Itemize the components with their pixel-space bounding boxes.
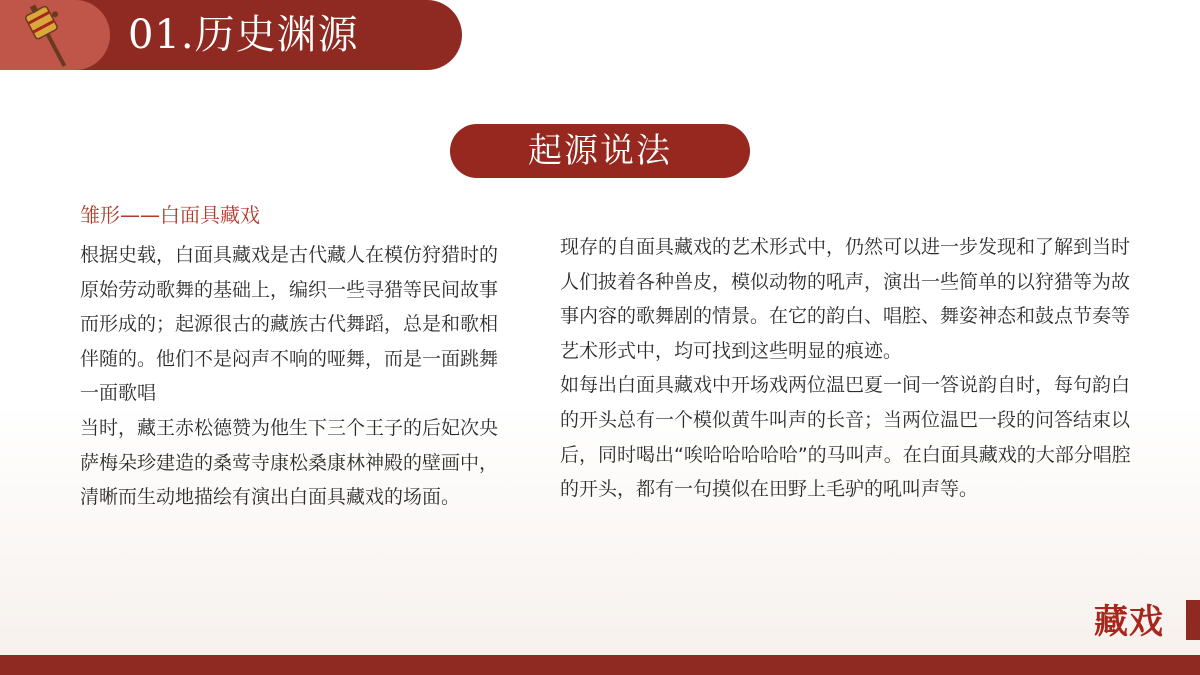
tibetan-opera-stamp: 藏戏 bbox=[1094, 602, 1164, 642]
footer-bar bbox=[0, 655, 1200, 675]
left-paragraph-1: 根据史载，白面具藏戏是古代藏人在模仿狩猎时的原始劳动歌舞的基础上，编织一些寻猎等民间故事而形成的；起源很古的藏族古代舞蹈，总是和歌相伴随的。他们不是闷声不响的哑舞，而是一面跳舞一面歌唱 bbox=[80, 244, 499, 405]
side-accent-bar bbox=[1186, 600, 1200, 640]
left-subtitle: 雏形——白面具藏戏 bbox=[80, 203, 260, 227]
right-paragraph-1: 现存的自面具藏戏的艺术形式中，仍然可以进一步发现和了解到当时人们披着各种兽皮，模似动物的吼声，演出一些简单的以狩猎等为故事内容的歌舞剧的情景。在它的韵白、唱腔、舞姿神态和鼓点节奏等艺术形式中，均可找到这些明显的痕迹。 bbox=[560, 236, 1131, 362]
left-column bbox=[80, 238, 510, 515]
right-paragraph-2: 如每出白面具藏戏中开场戏两位温巴夏一间一答说韵自时，每句韵白的开头总有一个模似黄牛叫声的长音；当两位温巴一段的问答结束以后，同时喝出“唉哈哈哈哈哈”的马叫声。在白面具藏戏的大部分唱腔的开头，都有一句摸似在田野上毛驴的吼叫声等。 bbox=[560, 374, 1131, 501]
section-title-pill: 起源说法 bbox=[450, 124, 750, 178]
prayer-wheel-icon bbox=[18, 0, 78, 70]
left-paragraph-2: 当时，藏王赤松德赞为他生下三个王子的后妃次央萨梅朵珍建造的桑莺寺康松桑康林神殿的壁画中，清晰而生动地描绘有演出白面具藏戏的场面。 bbox=[80, 416, 499, 509]
header-banner bbox=[0, 0, 462, 70]
page-title: 01.历史渊源 bbox=[128, 12, 359, 58]
right-column bbox=[560, 230, 1140, 507]
